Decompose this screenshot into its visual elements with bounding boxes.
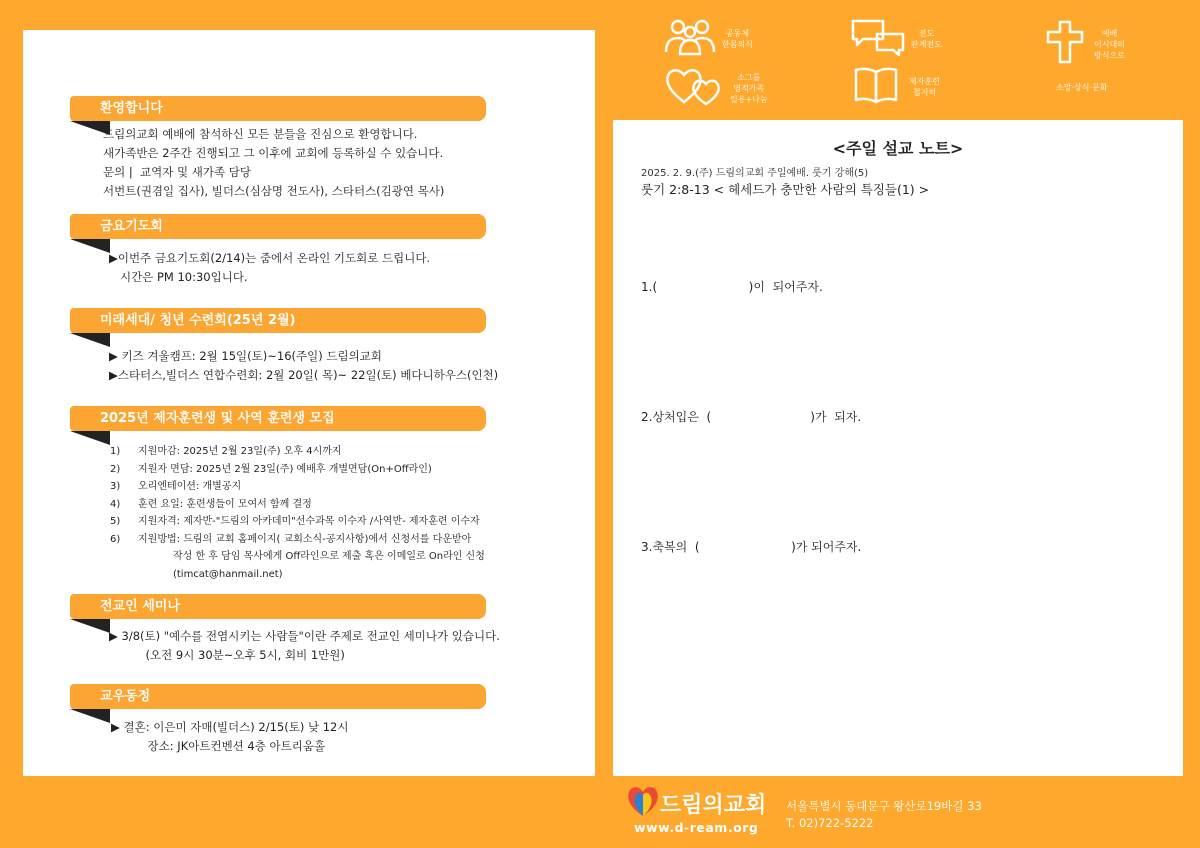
church-address-block bbox=[786, 798, 982, 832]
seminar-line: (오전 9시 30분~오후 5시, 회비 1만원) bbox=[109, 648, 345, 662]
worship-label: 예배 이시대의 방식으로 bbox=[1094, 28, 1125, 60]
community-item bbox=[664, 18, 753, 60]
small-group-label: 소그룹 영적가족 일용+나눔 bbox=[730, 72, 768, 104]
retreat-header: 미래세대/ 청년 수련회(25년 2월) bbox=[70, 308, 486, 333]
sermon-blank-2: 2.상처입은 ( )가 되자. bbox=[641, 410, 862, 424]
training-item: 2) 지원자 면담: 2025년 2월 23일(주) 예배후 개별면담(On+Off라인) bbox=[110, 463, 432, 475]
seminar-body bbox=[109, 627, 500, 665]
seminar-line: ▶ 3/8(토) "예수를 전염시키는 사람들"이란 주제로 전교인 세미나가 있습니다. bbox=[109, 629, 500, 643]
seminar-header-tab bbox=[70, 619, 110, 633]
community-label: 공동체 한몸의식 bbox=[722, 29, 753, 49]
friday-prayer-header: 금요기도회 bbox=[70, 214, 486, 239]
retreat-line: ▶스타터스,빌더스 연합수련회: 2월 20일( 목)~ 22일(토) 베다니하우스(인천) bbox=[109, 368, 499, 382]
people-icon bbox=[664, 18, 716, 60]
friday-prayer-line: ▶이번주 금요기도회(2/14)는 줌에서 온라인 기도회로 드립니다. bbox=[109, 251, 431, 265]
sermon-blank-3: 3.축복의 ( )가 되어주자. bbox=[641, 540, 862, 554]
cross-icon bbox=[1046, 20, 1084, 68]
seminar-header: 전교인 세미나 bbox=[70, 594, 486, 619]
sermon-date: 2025. 2. 9.(주) 드림의교회 주일예배. 룻기 강해(5) bbox=[641, 168, 869, 179]
welcome-line: 드림의교회 예배에 참석하신 모든 분들을 진심으로 환영합니다. bbox=[103, 127, 418, 141]
training-list bbox=[110, 443, 485, 583]
sermon-notes-title: <주일 설교 노트> bbox=[832, 139, 964, 158]
worship-item bbox=[1046, 20, 1125, 68]
hearts-icon bbox=[664, 66, 724, 110]
welcome-body bbox=[103, 125, 444, 201]
retreat-body bbox=[109, 347, 498, 385]
training-item: 1) 지원마감: 2025년 2월 23일(주) 오후 4시까지 bbox=[110, 446, 342, 457]
speech-bubbles-icon bbox=[851, 18, 905, 60]
friday-prayer-line: 시간은 PM 10:30입니다. bbox=[109, 270, 248, 284]
news-line: 장소: JK아트컨벤션 4층 아트리움홀 bbox=[111, 739, 326, 753]
training-item: 3) 오리엔테이션: 개별공지 bbox=[110, 481, 242, 492]
training-item: 작성 한 후 담임 목사에게 Off라인으로 제출 혹은 이메일로 On라인 신청 bbox=[138, 551, 485, 562]
friday-prayer-header-tab bbox=[70, 239, 110, 253]
news-header: 교우동정 bbox=[70, 684, 486, 709]
sermon-notes-panel bbox=[613, 120, 1183, 776]
evangelism-label: 전도 관계전도 bbox=[911, 29, 942, 49]
announcements-panel bbox=[23, 30, 595, 776]
news-header-tab bbox=[70, 709, 110, 723]
culture-label: 소망·상식·문화 bbox=[1056, 83, 1108, 92]
church-name: 드림의교회 bbox=[660, 793, 767, 818]
friday-prayer-body bbox=[109, 249, 430, 287]
training-header: 2025년 제자훈련생 및 사역 훈련생 모집 bbox=[70, 406, 486, 431]
sermon-scripture: 룻기 2:8-13 < 헤세드가 충만한 사람의 특징들(1) > bbox=[641, 182, 930, 197]
training-item: 4) 훈련 요일: 훈련생들이 모여서 함께 결정 bbox=[110, 498, 312, 510]
book-icon bbox=[853, 66, 899, 108]
training-item: (timcat@hanmail.net) bbox=[138, 568, 283, 580]
church-phone: T. 02)722-5222 bbox=[786, 816, 874, 830]
retreat-line: ▶ 키즈 겨울캠프: 2월 15일(토)~16(주일) 드림의교회 bbox=[109, 349, 382, 363]
discipleship-item bbox=[853, 66, 940, 108]
church-logo-icon bbox=[626, 784, 660, 822]
welcome-line: 서번트(권겸일 집사), 빌더스(심삼명 전도사), 스타터스(김광연 목사) bbox=[103, 184, 445, 198]
welcome-header: 환영합니다 bbox=[70, 96, 486, 121]
news-body bbox=[111, 718, 348, 756]
training-header-tab bbox=[70, 431, 110, 445]
sermon-blank-1: 1.( )이 되어주자. bbox=[641, 280, 823, 294]
church-address: 서울특별시 동대문구 왕산로19바길 33 bbox=[786, 799, 982, 813]
retreat-header-tab bbox=[70, 333, 110, 347]
welcome-line: 문의 | 교역자 및 새가족 담당 bbox=[103, 165, 252, 179]
news-line: ▶ 결혼: 이은미 자매(빌더스) 2/15(토) 낮 12시 bbox=[111, 720, 349, 734]
church-url[interactable]: www.d-ream.org bbox=[634, 820, 759, 835]
training-item: 6) 지원방법: 드림의 교회 홈페이지( 교회소식-공지사항)에서 신청서를 다운받아 bbox=[110, 533, 472, 545]
welcome-line: 새가족반은 2주간 진행되고 그 이후에 교회에 등록하실 수 있습니다. bbox=[103, 146, 444, 160]
discipleship-label: 제자훈련 철저히 bbox=[909, 77, 940, 97]
evangelism-item bbox=[851, 18, 942, 60]
training-item: 5) 지원자격: 제자반-"드림의 아카데미"선수과목 이수자 /사역반- 제자훈련 이수자 bbox=[110, 516, 480, 527]
small-group-item bbox=[664, 66, 768, 110]
